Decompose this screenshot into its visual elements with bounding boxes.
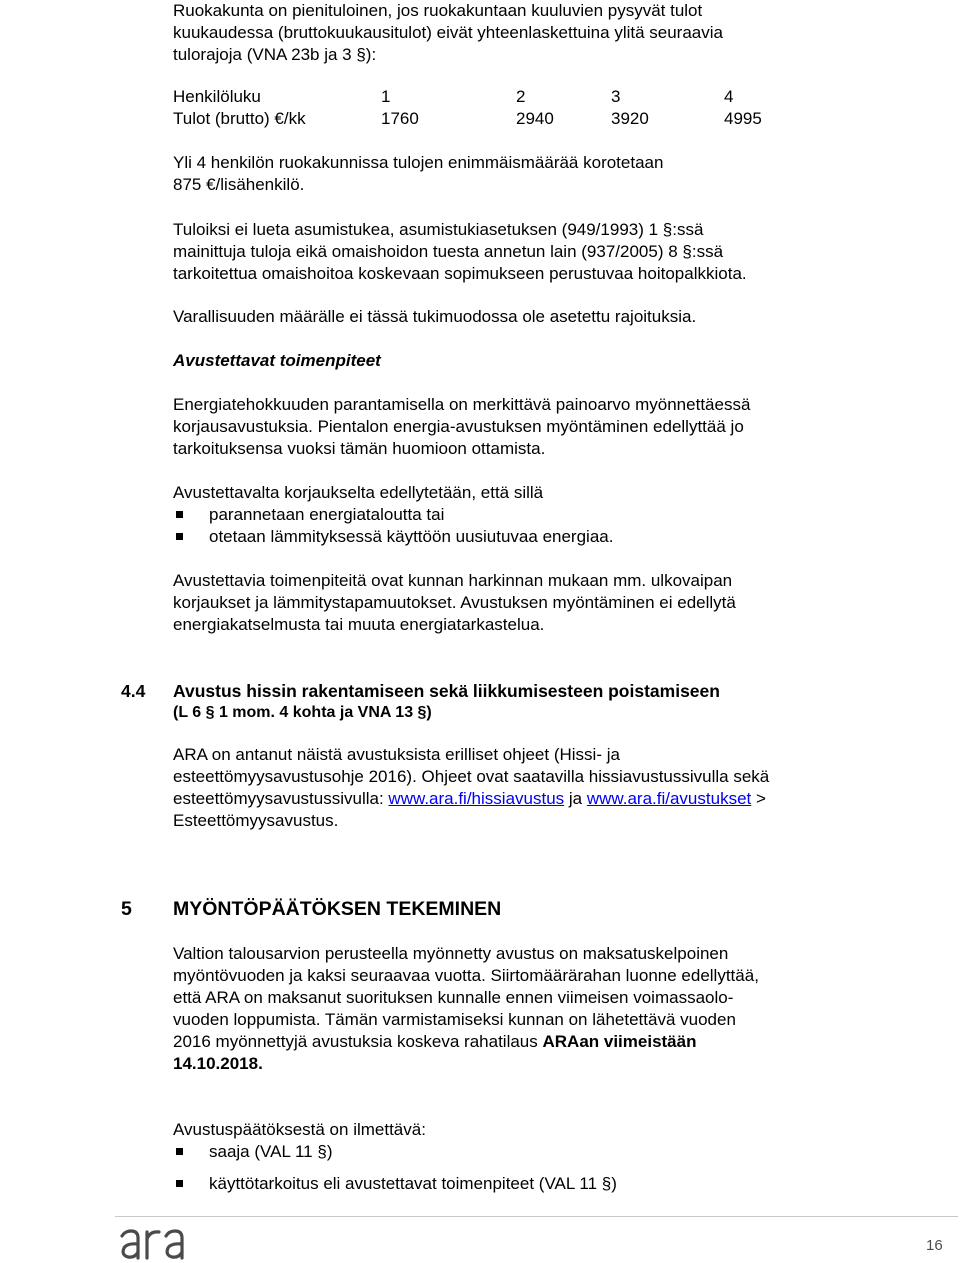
chapter-number: 5 — [121, 898, 132, 920]
footer-divider — [115, 1216, 958, 1217]
bullet-square-icon — [176, 1180, 183, 1187]
subheading-eligible-measures: Avustettavat toimenpiteet — [173, 351, 381, 370]
document-page: Ruokakunta on pienituloinen, jos ruokakuntaan kuuluvien pysyvät tulot kuukaudessa (bruttokuukausitulot) eivät yhteenlaskettuina ylitä seuraavia tulorajoja (VNA 23b ja 3 §): Henkilöluku 1 2 3 4 Tulot (brutto) €/kk 1760 2940 3920 4995 Yli 4 henkilön ruokakunnissa tulojen enimmäismäärää korotetaan 875 €/lisähenkilö. Tuloiksi ei lueta asumistukea, asumistukiasetuksen (949/1993) 1 §:ssä mainittuja tuloja eikä omaishoidon tuesta annetun lain (937/2005) 8 §:ssä tarkoitettua omaishoitoa koskevaan sopimukseen perustuvaa hoitopalkkiota. Varallisuuden määrälle ei tässä tukimuodossa ole asetettu rajoituksia. Avustettavat toimenpiteet Energiatehokkuuden parantamisella on merkittävä painoarvo myönnettäessä korjausavustuksia. Pientalon energia-avustuksen myöntäminen edellyttää jo tarkoituksensa vuoksi tämän huomioon ottamista. Avustettavalta korjaukselta edellytetään, että sillä parannetaan energiataloutta tai otetaan lämmityksessä käyttöön uusiutuvaa energiaa. Avustettavia toimenpiteitä ovat kunnan harkinnan mukaan mm. ulkovaipan korjaukset ja lämmitystapamuutokset. Avustuksen myöntäminen ei edellytä energiakatselmusta tai muuta energiatarkastelua. 4.4 Avustus hissin rakentamiseen sekä liikkumisesteen poistamiseen (L 6 § 1 mom. 4 kohta ja VNA 13 §) ARA on antanut näistä avustuksista erilliset ohjeet (Hissi- ja esteettömyysavustusohje 2016). Ohjeet ovat saatavilla hissiavustussivulla sekä esteettömyysavustussivulla: www.ara.fi/hissiavustus ja www.ara.fi/avustukset > Esteettömyysavustus. 5 MYÖNTÖPÄÄTÖKSEN TEKEMINEN Valtion talousarvion perusteella myönnetty avustus on maksatuskelpoinen myöntövuoden ja kaksi seuraavaa vuotta. Siirtomäärärahan luonne edellyttää, että ARA on maksanut suorituksen kunnalle ennen viimeisen voimassaolo- vuoden loppumista. Tämän varmistamiseksi kunnan on lähetettävä vuoden 2016 myönnettyjä avustuksia koskeva rahatilaus ARAan viimeistään 14.10.2018. Avustuspäätöksestä on ilmettävä: saaja (VAL 11 §) käyttötarkoitus eli avustettavat toimenpiteet (VAL 11 §) 16 — [0, 0, 960, 1263]
section-subtitle: (L 6 § 1 mom. 4 kohta ja VNA 13 §) — [173, 704, 432, 721]
table-cell: 2 — [516, 87, 526, 106]
row-label: Henkilöluku — [173, 87, 261, 106]
section-number: 4.4 — [121, 681, 146, 701]
paragraph-decision-contents: Avustuspäätöksestä on ilmettävä: — [173, 1120, 426, 1139]
table-cell: 2940 — [516, 109, 554, 128]
paragraph-elevator-guidance: ARA on antanut näistä avustuksista erilliset ohjeet (Hissi- ja esteettömyysavustusohje 2016). Ohjeet ovat saatavilla hissiavustussivulla sekä esteettömyysavustussivulla: www.ara.fi/hissiavustus ja www.ara.fi/avustukset > Esteettömyysavustus. — [173, 745, 770, 830]
income-table-row-persons — [173, 86, 853, 108]
chapter-title: MYÖNTÖPÄÄTÖKSEN TEKEMINEN — [173, 898, 502, 920]
page-number: 16 — [926, 1237, 943, 1254]
bullet-square-icon — [176, 511, 183, 518]
table-cell: 4995 — [724, 109, 762, 128]
row-label: Tulot (brutto) €/kk — [173, 109, 306, 128]
bullet-square-icon — [176, 533, 183, 540]
bullet-square-icon — [176, 1148, 183, 1155]
paragraph-energy-efficiency: Energiatehokkuuden parantamisella on merkittävä painoarvo myönnettäessä korjausavustuksia. Pientalon energia-avustuksen myöntäminen edellyttää jo tarkoituksensa vuoksi tämän huomioon ottamista. — [173, 395, 751, 458]
income-table-row-income — [173, 108, 853, 130]
paragraph-measures: Avustettavia toimenpiteitä ovat kunnan harkinnan mukaan mm. ulkovaipan korjaukset ja lämmitystapamuutokset. Avustuksen myöntäminen ei edellytä energiakatselmusta tai muuta energiatarkastelua. — [173, 571, 736, 634]
table-cell: 1 — [381, 87, 391, 106]
ara-logo — [119, 1222, 191, 1260]
paragraph-payment-validity: Valtion talousarvion perusteella myönnetty avustus on maksatuskelpoinen myöntövuoden ja kaksi seuraavaa vuotta. Siirtomäärärahan luonne edellyttää, että ARA on maksanut suorituksen kunnalle ennen viimeisen voimassaolo- vuoden loppumista. Tämän varmistamiseksi kunnan on lähetettävä vuoden 2016 myönnettyjä avustuksia koskeva rahatilaus ARAan viimeistään 14.10.2018. — [173, 944, 759, 1073]
table-cell: 3920 — [611, 109, 649, 128]
paragraph-excluded-income: Tuloiksi ei lueta asumistukea, asumistukiasetuksen (949/1993) 1 §:ssä mainittuja tuloja eikä omaishoidon tuesta annetun lain (937/2005) 8 §:ssä tarkoitettua omaishoitoa koskevaan sopimukseen perustuvaa hoitopalkkiota. — [173, 220, 747, 283]
table-cell: 1760 — [381, 109, 419, 128]
link-hissiavustus[interactable]: www.ara.fi/hissiavustus — [388, 789, 565, 808]
paragraph-requirement: Avustettavalta korjaukselta edellytetään, että sillä — [173, 483, 544, 502]
paragraph-income-limits: Ruokakunta on pienituloinen, jos ruokakuntaan kuuluvien pysyvät tulot kuukaudessa (bruttokuukausitulot) eivät yhteenlaskettuina ylitä seuraavia tulorajoja (VNA 23b ja 3 §): — [173, 1, 723, 64]
paragraph-assets: Varallisuuden määrälle ei tässä tukimuodossa ole asetettu rajoituksia. — [173, 307, 697, 326]
table-cell: 3 — [611, 87, 621, 106]
paragraph-extra-person: Yli 4 henkilön ruokakunnissa tulojen enimmäismäärää korotetaan 875 €/lisähenkilö. — [173, 153, 664, 194]
section-title: Avustus hissin rakentamiseen sekä liikkumisesteen poistamiseen — [173, 681, 720, 701]
table-cell: 4 — [724, 87, 734, 106]
link-avustukset[interactable]: www.ara.fi/avustukset — [586, 789, 752, 808]
